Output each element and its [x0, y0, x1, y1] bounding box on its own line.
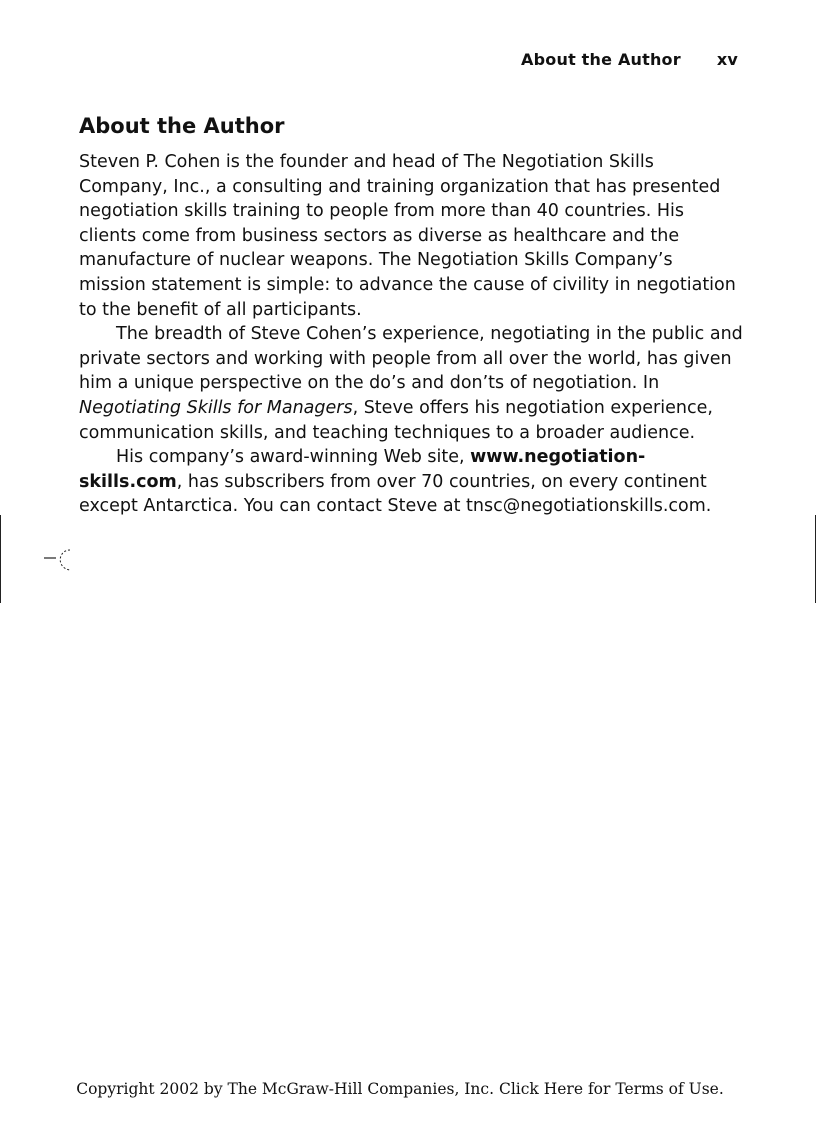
terms-of-use-link[interactable]: Click Here for Terms of Use. — [498, 1080, 724, 1098]
book-title: Negotiating Skills for Managers — [79, 397, 353, 418]
paragraph-3 — [79, 445, 744, 519]
paragraph-2-text-start: The breadth of Steve Cohen’s experience, negotiating in the public and private sectors and working with people from all over the world, has given him a unique perspective on the do’s and don’ts of negotiation. In — [79, 324, 743, 394]
scan-artifact-icon — [44, 548, 84, 572]
paragraph-2-text-end: , Steve offers his negotiation experience, communication skills, and teaching techniques to a broader audience. — [79, 397, 713, 443]
paragraph-3-text-end: , has subscribers from over 70 countries, on every continent except Antarctica. You can contact Steve at tnsc@negotiationskills.com. — [79, 471, 712, 517]
website-address: www.negotiation-skills.com — [79, 447, 646, 492]
page-number: xv — [716, 50, 738, 69]
paragraph-2 — [79, 322, 744, 445]
copyright-footer — [0, 1080, 800, 1098]
paragraph-3-text-start: His company’s award-winning Web site, — [116, 447, 471, 468]
margin-line-left — [0, 515, 1, 603]
article-heading: About the Author — [79, 114, 285, 138]
running-header — [521, 50, 738, 69]
paragraph-1: Steven P. Cohen is the founder and head of The Negotiation Skills Company, Inc., a consulting and training organization that has presented negotiation skills training to people from more than 40 countries. His clients come from business sectors as diverse as healthcare and the manufacture of nuclear weapons. The Negotiation Skills Company’s mission statement is simple: to advance the cause of civility in negotiation to the benefit of all participants. — [79, 152, 736, 320]
running-header-title: About the Author — [521, 50, 681, 69]
article — [79, 112, 744, 519]
copyright-text: Copyright 2002 by The McGraw-Hill Companies, Inc. — [76, 1080, 495, 1098]
